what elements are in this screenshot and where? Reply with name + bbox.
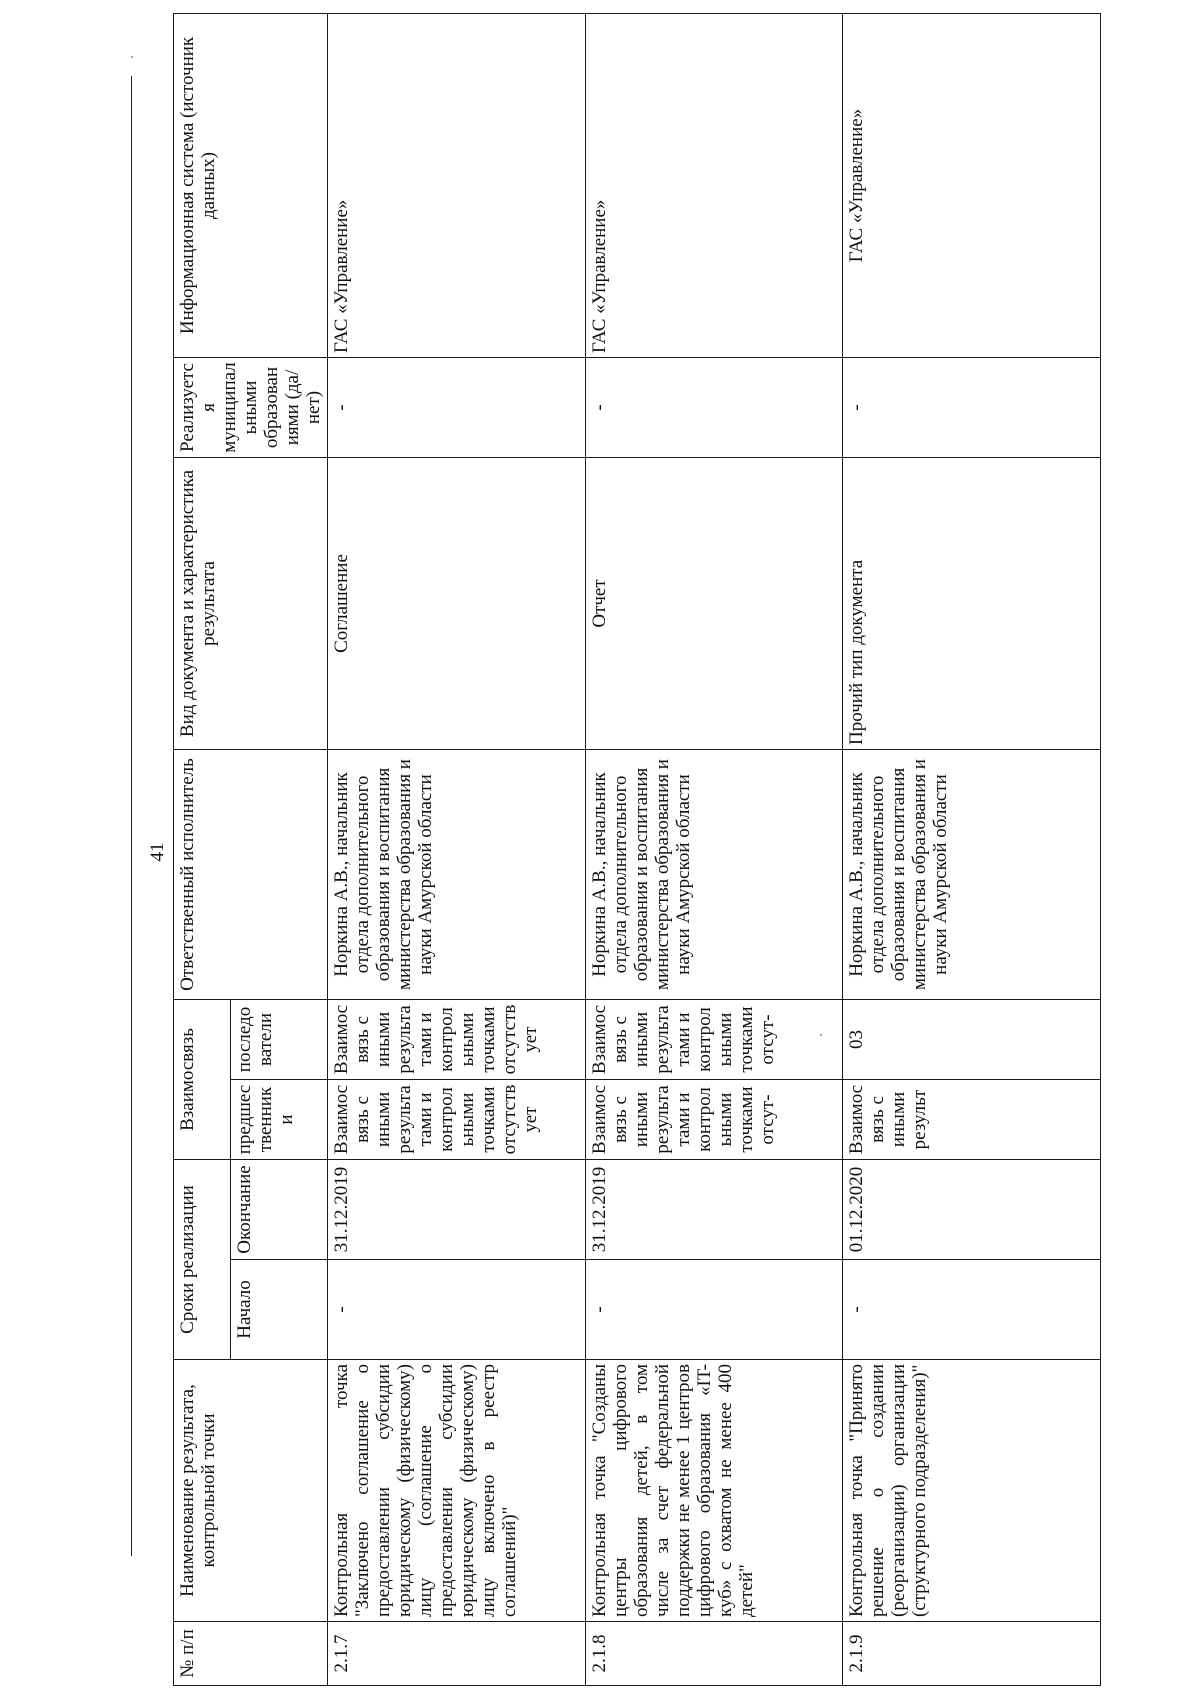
row-successors: Взаимосвязь с иными результатами и контрольными точками отсут- bbox=[585, 1000, 843, 1080]
row-name: Контрольная точка "Созданы центры цифрового образования детей, в том числе за счет федеральной поддержки не менее 1 центров цифрового образования «IT-куб» с охватом не менее 400 детей" bbox=[585, 1360, 843, 1622]
header-responsible: Ответственный исполнитель bbox=[174, 750, 328, 1000]
rotated-table-container bbox=[173, 14, 1099, 1686]
row-successors: Взаимосвязь с иными результатами и контрольными точками отсутствует bbox=[328, 1000, 586, 1080]
row-num: 2.1.9 bbox=[843, 1622, 1101, 1686]
row-start: - bbox=[328, 1260, 586, 1360]
row-predecessors: Взаимосвязь с иными результ bbox=[843, 1080, 1101, 1160]
page-number: 41 bbox=[147, 842, 168, 862]
row-responsible: Норкина А.В., начальник отдела дополнительного образования и воспитания министерства образования и науки Амурской области bbox=[843, 750, 1101, 1000]
row-start: - bbox=[843, 1260, 1101, 1360]
header-municipal: Реализуется муниципальными образованиями (да/нет) bbox=[174, 358, 328, 458]
row-municipal: - bbox=[843, 358, 1101, 458]
row-end: 31.12.2019 bbox=[585, 1160, 843, 1260]
row-municipal: - bbox=[328, 358, 586, 458]
header-predecessors: предшественники bbox=[230, 1080, 327, 1160]
left-margin-line bbox=[131, 76, 132, 1556]
header-info-system: Информационная система (источник данных) bbox=[174, 14, 328, 358]
scan-speck bbox=[131, 56, 133, 58]
table-header-row bbox=[174, 14, 231, 1686]
row-doc-type: Соглашение bbox=[328, 458, 586, 750]
header-successors: последователи bbox=[230, 1000, 327, 1080]
row-responsible: Норкина А.В., начальник отдела дополнительного образования и воспитания министерства образования и науки Амурской области bbox=[328, 750, 586, 1000]
row-info-system: ГАС «Управление» bbox=[585, 14, 843, 358]
row-predecessors: Взаимосвязь с иными результатами и контрольными точками отсутствует bbox=[328, 1080, 586, 1160]
row-num: 2.1.8 bbox=[585, 1622, 843, 1686]
row-name: Контрольная точка "Принято решение о создании (реорганизации) организации (структурного подразделения)" bbox=[843, 1360, 1101, 1622]
row-doc-type: Отчет bbox=[585, 458, 843, 750]
header-start: Начало bbox=[230, 1260, 327, 1360]
header-doc-type: Вид документа и характеристика результата bbox=[174, 458, 328, 750]
results-table bbox=[173, 13, 1101, 1686]
table-row bbox=[843, 14, 1101, 1686]
header-terms: Сроки реализации bbox=[174, 1160, 231, 1360]
row-predecessors: Взаимосвязь с иными результатами и контрольными точками отсут- bbox=[585, 1080, 843, 1160]
row-successors: 03 bbox=[843, 1000, 1101, 1080]
row-name: Контрольная точка "Заключено соглашение о предоставлении субсидии юридическому (физическому) лицу (соглашение о предоставлении субсидии юридическому (физическому) лицу включено в реестр соглашений)" bbox=[328, 1360, 586, 1622]
table-row bbox=[328, 14, 586, 1686]
row-end: 31.12.2019 bbox=[328, 1160, 586, 1260]
row-municipal: - bbox=[585, 358, 843, 458]
row-end: 01.12.2020 bbox=[843, 1160, 1101, 1260]
row-info-system: ГАС «Управление» bbox=[328, 14, 586, 358]
row-responsible: Норкина А.В., начальник отдела дополнительного образования и воспитания министерства образования и науки Амурской области bbox=[585, 750, 843, 1000]
row-info-system: ГАС «Управление» bbox=[843, 14, 1101, 358]
table-row bbox=[585, 14, 843, 1686]
header-name: Наименование результата, контрольной точки bbox=[174, 1360, 328, 1622]
row-start: - bbox=[585, 1260, 843, 1360]
header-num: № п/п bbox=[174, 1622, 328, 1686]
row-num: 2.1.7 bbox=[328, 1622, 586, 1686]
row-doc-type: Прочий тип документа bbox=[843, 458, 1101, 750]
header-relation: Взаимосвязь bbox=[174, 1000, 231, 1160]
header-end: Окончание bbox=[230, 1160, 327, 1260]
